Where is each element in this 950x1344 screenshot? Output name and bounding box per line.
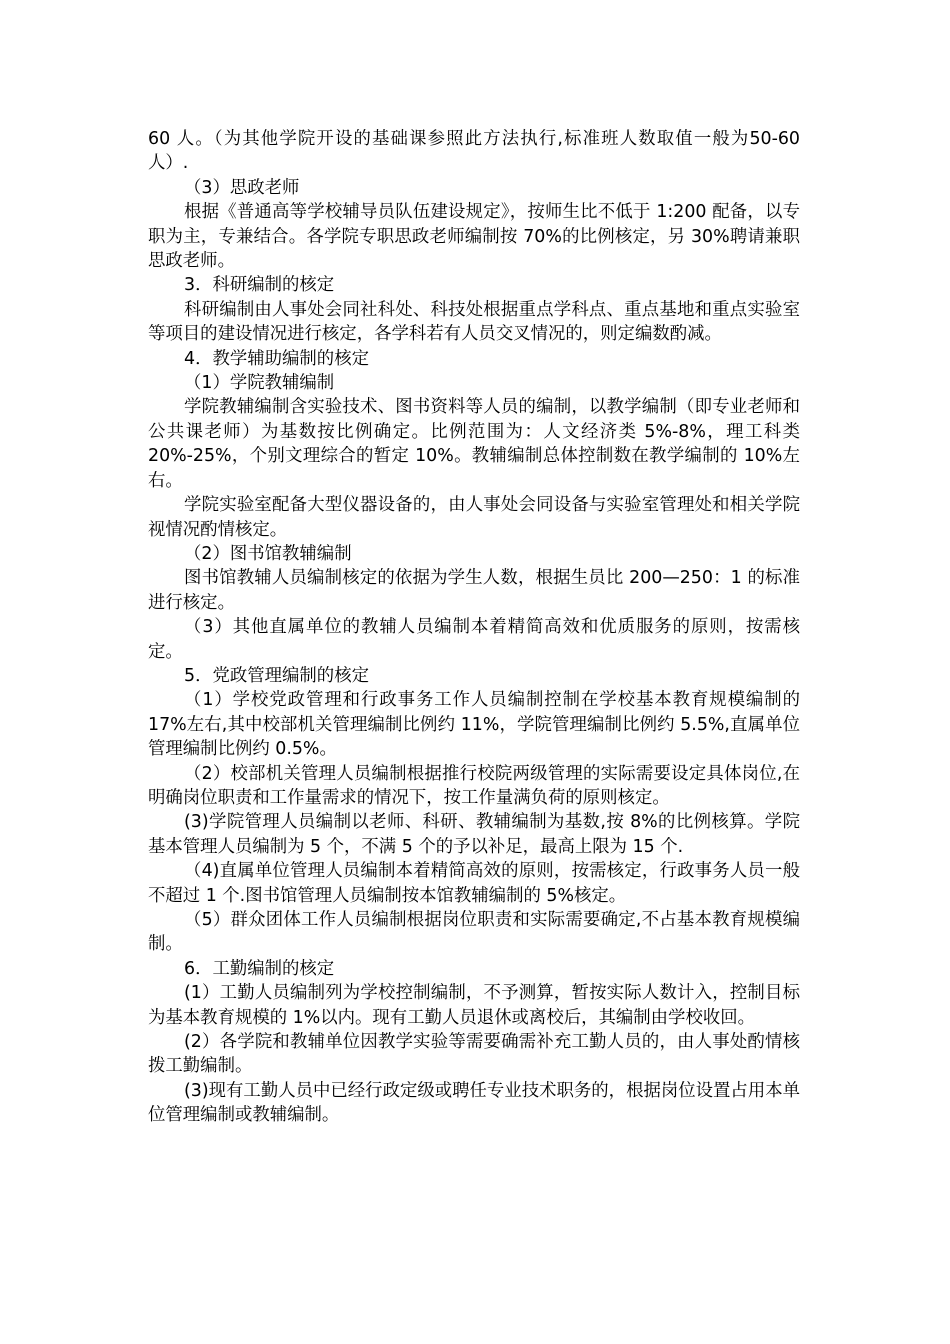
subheading-library-support: （2）图书馆教辅编制 — [184, 543, 352, 564]
paragraph: （4)直属单位管理人员编制本着精简高效的原则，按需核定，行政事务人员一般不超过 1 个.图书馆管理人员编制按本馆教辅编制的 5%核定。 — [148, 861, 800, 906]
section-heading-research: 3．科研编制的核定 — [184, 275, 335, 296]
paragraph: （5）群众团体工作人员编制根据岗位职责和实际需要确定,不占基本教育规模编制。 — [148, 910, 800, 955]
subheading-ideological-teachers: （3）思政老师 — [184, 177, 300, 198]
paragraph: 图书馆教辅人员编制核定的依据为学生人数，根据生员比 200—250：1 的标准进行核定。 — [148, 568, 800, 613]
paragraph: 科研编制由人事处会同社科处、科技处根据重点学科点、重点基地和重点实验室等项目的建设情况进行核定，各学科若有人员交叉情况的，则定编数酌减。 — [148, 299, 800, 345]
paragraph: (1）工勤人员编制列为学校控制编制，不予测算，暂按实际人数计入，控制目标为基本教育规模的 1%以内。现有工勤人员退休或离校后，其编制由学校收回。 — [148, 983, 800, 1028]
paragraph: 学院实验室配备大型仪器设备的，由人事处会同设备与实验室管理处和相关学院视情况酌情核定。 — [148, 495, 800, 540]
paragraph: (2）各学院和教辅单位因教学实验等需要确需补充工勤人员的，由人事处酌情核拨工勤编制。 — [148, 1032, 800, 1077]
paragraph: （1）学校党政管理和行政事务工作人员编制控制在学校基本教育规模编制的 17%左右,其中校部机关管理编制比例约 11%，学院管理编制比例约 5.5%,直属单位管理编制比例约 0.5%。 — [148, 690, 800, 760]
subheading-college-support: （1）学院教辅编制 — [184, 373, 335, 394]
section-heading-teaching-support: 4．教学辅助编制的核定 — [184, 348, 369, 369]
paragraph: （3）其他直属单位的教辅人员编制本着精简高效和优质服务的原则，按需核定。 — [148, 617, 800, 662]
paragraph: （2）校部机关管理人员编制根据推行校院两级管理的实际需要设定具体岗位,在明确岗位职责和工作量需求的情况下，按工作量满负荷的原则核定。 — [148, 763, 800, 808]
paragraph: 学院教辅编制含实验技术、图书资料等人员的编制，以教学编制（即专业老师和公共课老师）为基数按比例确定。比例范围为：人文经济类 5%-8%，理工科类 20%-25%，个别文理综合的暂定 10%。教辅编制总体控制数在教学编制的 10%左右。 — [148, 397, 800, 491]
document-page — [148, 127, 800, 1128]
section-heading-administration: 5．党政管理编制的核定 — [184, 665, 369, 686]
section-heading-service-staff: 6．工勤编制的核定 — [184, 958, 335, 979]
paragraph: (3)现有工勤人员中已经行政定级或聘任专业技术职务的，根据岗位设置占用本单位管理编制或教辅编制。 — [148, 1080, 800, 1126]
paragraph: (3)学院管理人员编制以老师、科研、教辅编制为基数,按 8%的比例核算。学院基本管理人员编制为 5 个，不满 5 个的予以补足，最高上限为 15 个. — [148, 812, 800, 857]
paragraph: 60 人。（为其他学院开设的基础课参照此方法执行,标准班人数取值一般为50-60 人）. — [148, 129, 800, 174]
paragraph: 根据《普通高等学校辅导员队伍建设规定》，按师生比不低于 1:200 配备，以专职为主，专兼结合。各学院专职思政老师编制按 70%的比例核定，另 30%聘请兼职思政老师。 — [148, 202, 800, 272]
